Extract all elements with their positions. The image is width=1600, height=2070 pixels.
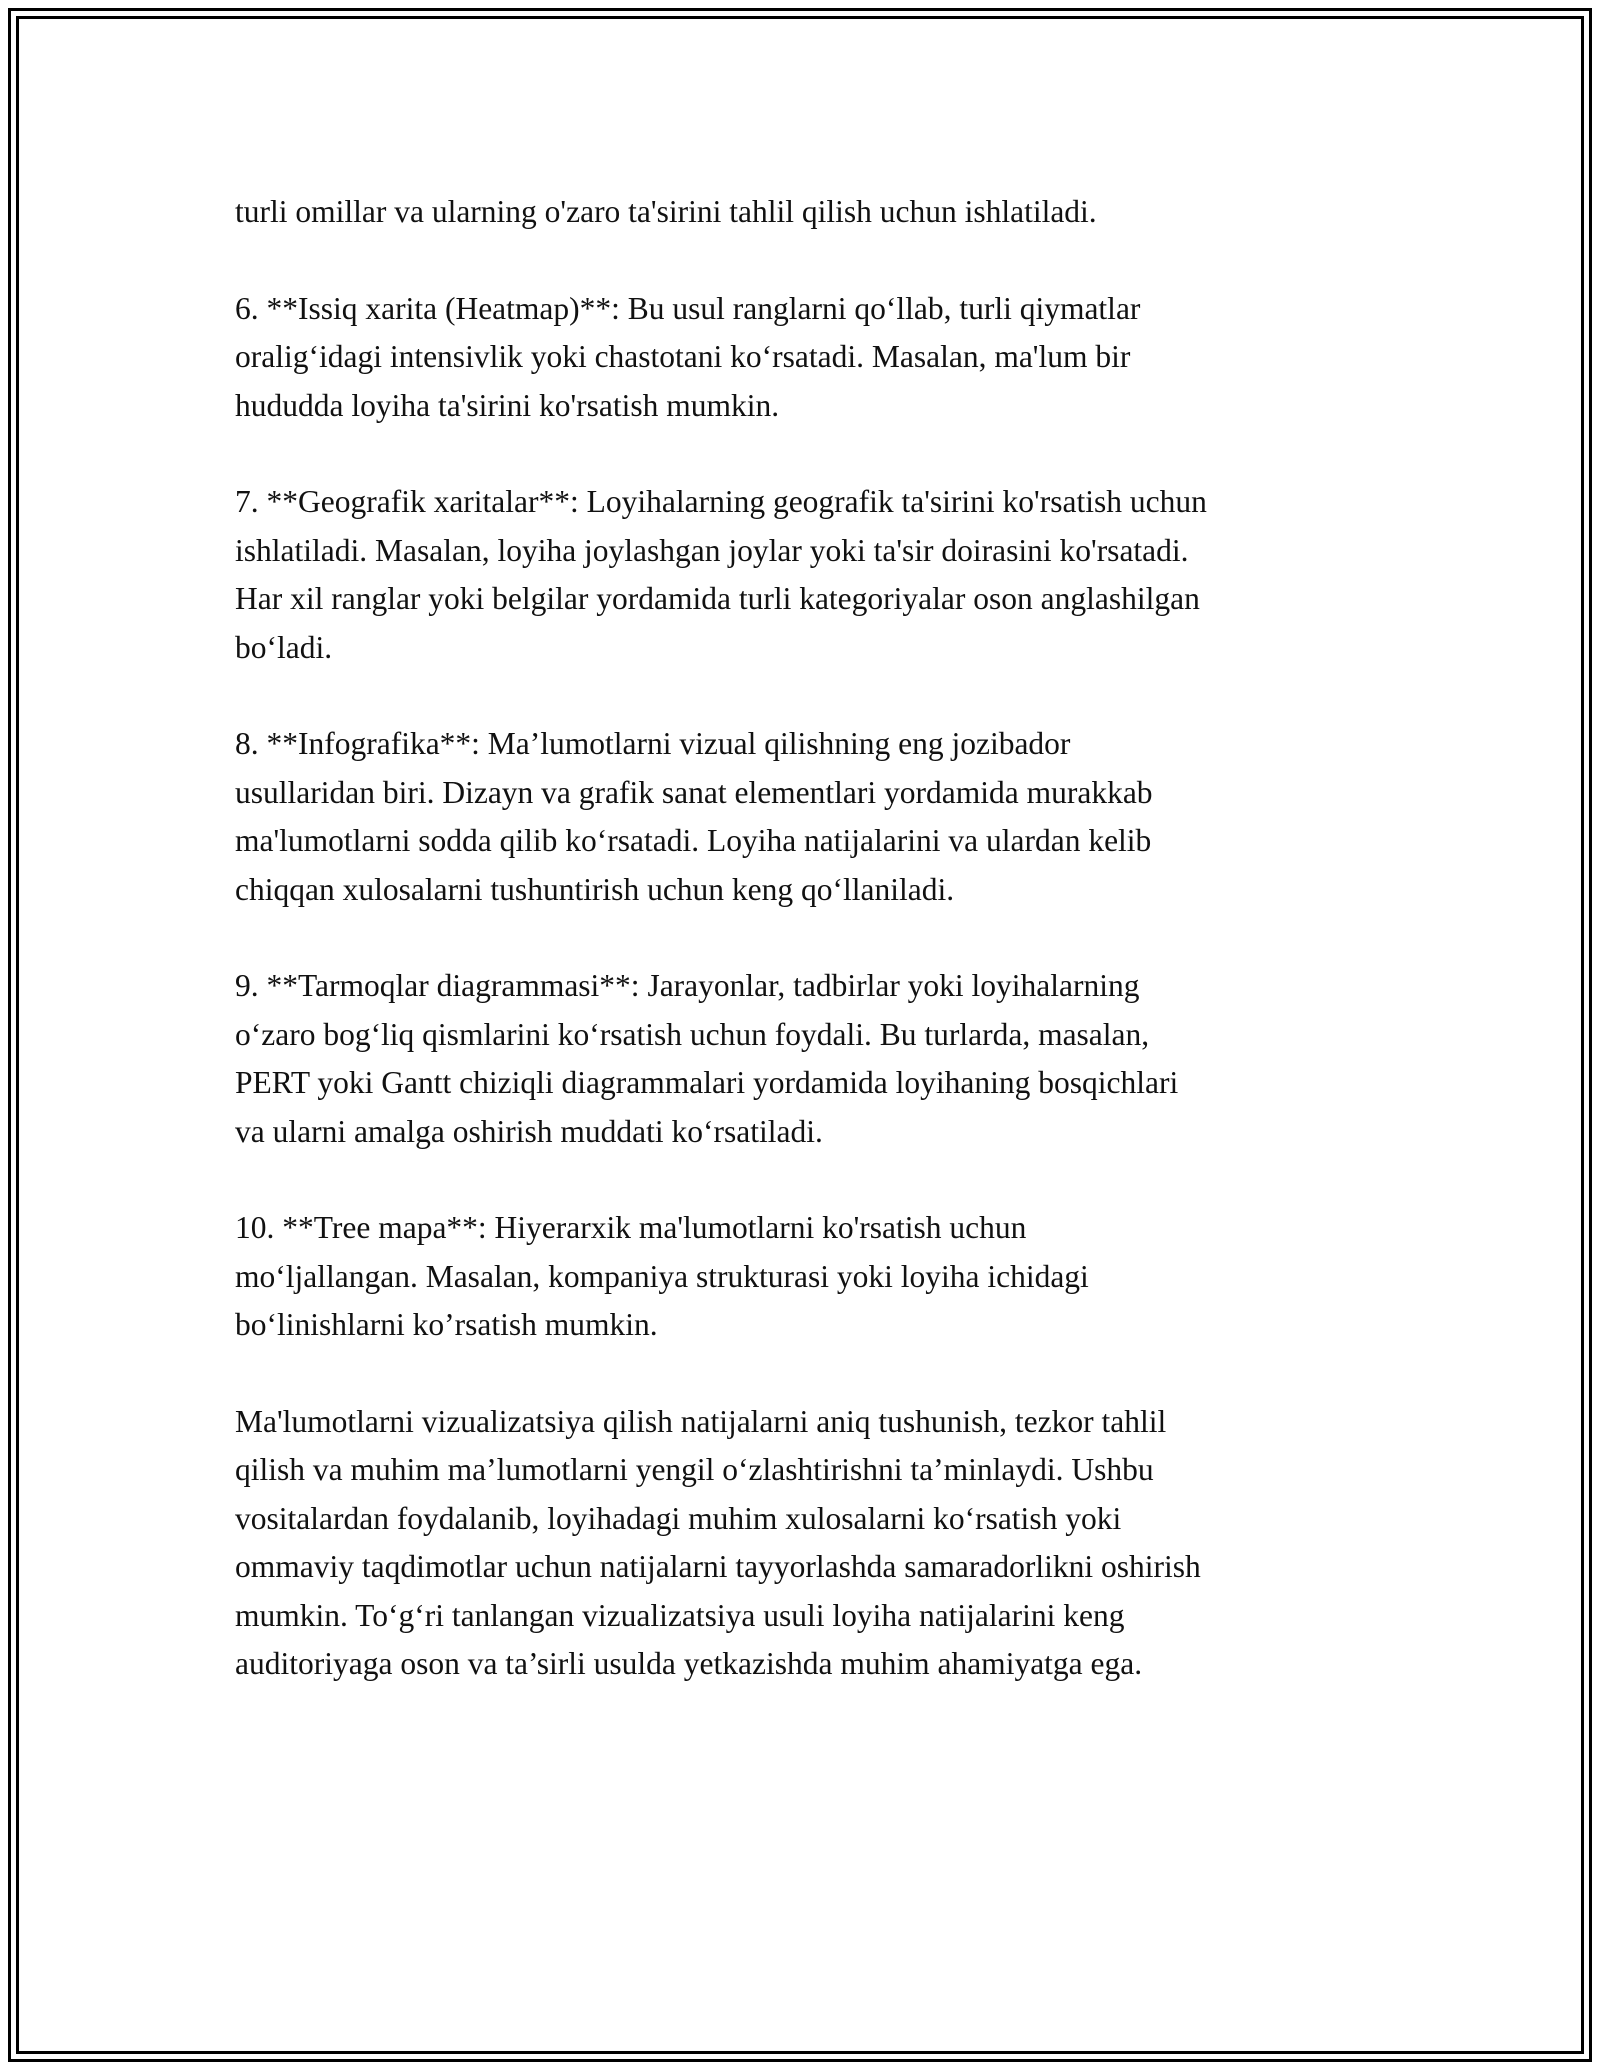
paragraph-network-diagrams	[235, 962, 1385, 1156]
document-body	[235, 188, 1385, 1737]
paragraph-heatmap	[235, 285, 1385, 430]
text-line: 6. **Issiq xarita (Heatmap)**: Bu usul ranglarni qo‘llab, turli qiymatlar	[235, 290, 1141, 326]
text-line: 10. **Tree mapa**: Hiyerarxik ma'lumotlarni ko'rsatish uchun	[235, 1210, 1027, 1246]
text-line: usullaridan biri. Dizayn va grafik sanat elementlari yordamida murakkab	[235, 774, 1153, 810]
paragraph-conclusion	[235, 1398, 1385, 1688]
text-line: ma'lumotlarni sodda qilib ko‘rsatadi. Loyiha natijalarini va ulardan kelib	[235, 823, 1152, 859]
text-line: PERT yoki Gantt chiziqli diagrammalari yordamida loyihaning bosqichlari	[235, 1065, 1179, 1101]
paragraph-intro-continuation	[235, 188, 1385, 236]
text-line: chiqqan xulosalarni tushuntirish uchun keng qo‘llaniladi.	[235, 871, 955, 907]
text-line: Ma'lumotlarni vizualizatsiya qilish natijalarni aniq tushunish, tezkor tahlil	[235, 1404, 1167, 1440]
text-line: 7. **Geografik xaritalar**: Loyihalarning geografik ta'sirini ko'rsatish uchun	[235, 484, 1207, 520]
text-line: va ularni amalga oshirish muddati ko‘rsatiladi.	[235, 1113, 823, 1149]
text-line: turli omillar va ularning o'zaro ta'sirini tahlil qilish uchun ishlatiladi.	[235, 194, 1097, 229]
text-line: o‘zaro bog‘liq qismlarini ko‘rsatish uchun foydali. Bu turlarda, masalan,	[235, 1016, 1150, 1052]
text-line: 9. **Tarmoqlar diagrammasi**: Jarayonlar, tadbirlar yoki loyihalarning	[235, 968, 1140, 1004]
text-line: qilish va muhim ma’lumotlarni yengil o‘zlashtirishni ta’minlaydi. Ushbu	[235, 1452, 1154, 1488]
text-line: Har xil ranglar yoki belgilar yordamida turli kategoriyalar oson anglashilgan	[235, 581, 1200, 617]
text-line: mumkin. To‘g‘ri tanlangan vizualizatsiya usuli loyiha natijalarini keng	[235, 1597, 1125, 1633]
text-line: ommaviy taqdimotlar uchun natijalarni tayyorlashda samaradorlikni oshirish	[235, 1549, 1201, 1585]
text-line: auditoriyaga oson va ta’sirli usulda yetkazishda muhim ahamiyatga ega.	[235, 1646, 1143, 1682]
text-line: bo‘ladi.	[235, 629, 333, 665]
text-line: mo‘ljallangan. Masalan, kompaniya strukturasi yoki loyiha ichidagi	[235, 1258, 1089, 1294]
text-line: oralig‘idagi intensivlik yoki chastotani ko‘rsatadi. Masalan, ma'lum bir	[235, 339, 1131, 375]
paragraph-geographic-maps	[235, 478, 1385, 672]
text-line: hududda loyiha ta'sirini ko'rsatish mumkin.	[235, 387, 780, 423]
text-line: bo‘linishlarni ko’rsatish mumkin.	[235, 1307, 658, 1343]
text-line: 8. **Infografika**: Ma’lumotlarni vizual qilishning eng jozibador	[235, 726, 1071, 762]
text-line: vositalardan foydalanib, loyihadagi muhim xulosalarni ko‘rsatish yoki	[235, 1500, 1122, 1536]
paragraph-tree-map	[235, 1204, 1385, 1349]
text-line: ishlatiladi. Masalan, loyiha joylashgan joylar yoki ta'sir doirasini ko'rsatadi.	[235, 532, 1189, 568]
paragraph-infographics	[235, 720, 1385, 914]
